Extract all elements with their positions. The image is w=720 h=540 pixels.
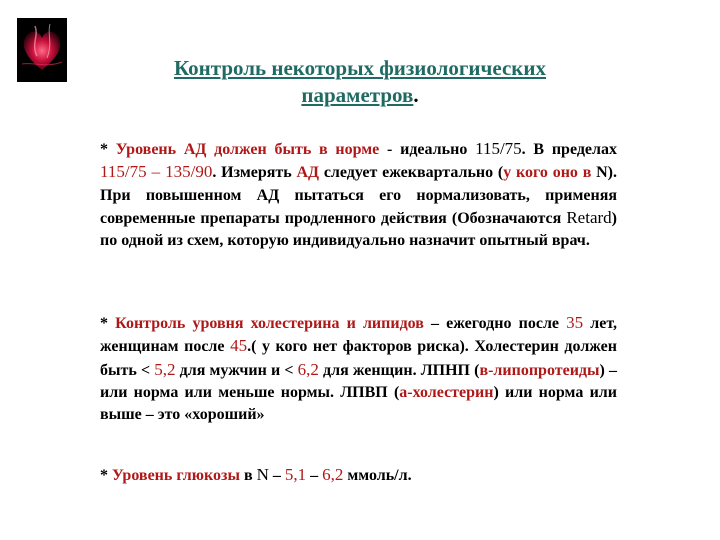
cholesterol-paragraph <box>100 312 617 426</box>
p3-segment: 5,1 <box>284 465 307 484</box>
p2-segment: а-холестерин <box>399 383 494 401</box>
p3-segment: Уровень глюкозы <box>112 467 240 484</box>
p3-segment: – <box>268 467 285 484</box>
p1-segment: ). При повышенном АД пытаться его нормализовать, применяя современные препараты продленного действия (Обозначаются <box>100 164 617 227</box>
p2-segment: для женщин. ЛПНП ( <box>318 361 480 379</box>
p3-segment: в <box>239 467 257 484</box>
p3-segment: – <box>306 467 323 484</box>
p2-segment: лет, женщинам после <box>100 315 618 356</box>
title-line-1: Контроль некоторых физиологических <box>174 56 546 80</box>
p3-segment: * <box>100 467 112 484</box>
p2-segment: 45 <box>230 336 248 356</box>
page-title <box>140 55 580 109</box>
p2-segment: ) – или норма или меньше нормы. ЛПВП ( <box>100 361 617 401</box>
heart-illustration-icon <box>17 18 67 82</box>
p1-segment: ) по одной из схем, которую индивидуально назначит опытный врач. <box>100 209 617 250</box>
blood-pressure-paragraph <box>100 138 617 252</box>
p3-segment: ммоль/л. <box>343 467 412 484</box>
p1-segment: у кого оно в <box>503 164 597 182</box>
p1-segment: 115/75 <box>475 139 522 158</box>
p2-segment: ) или норма или выше – это «хороший» <box>100 383 617 424</box>
p2-segment: Контроль уровня холестерина и липидов <box>115 315 424 332</box>
p1-segment: . Измерять <box>212 164 297 182</box>
p2-segment: 6,2 <box>297 359 319 379</box>
p1-segment: 115/75 – 135/90 <box>100 162 213 182</box>
p3-segment: N <box>256 465 269 484</box>
p1-segment: Уровень АД должен быть в норме <box>115 141 380 158</box>
p1-segment: . В пределах <box>521 141 618 158</box>
p2-segment: – ежегодно после <box>423 315 567 332</box>
p2-segment: .( у кого нет факторов риска). Холестерин должен быть < <box>100 338 618 379</box>
title-dot: . <box>413 83 419 107</box>
p2-segment: 5,2 <box>154 359 176 379</box>
p2-segment: для мужчин и < <box>175 361 298 379</box>
p1-segment: Retard <box>566 207 612 227</box>
glucose-paragraph <box>100 464 617 487</box>
p1-segment: - идеально <box>379 141 476 158</box>
title-line-2: параметров <box>301 83 414 107</box>
p1-segment: N <box>596 164 608 182</box>
p2-segment: * <box>100 315 116 332</box>
p3-segment: 6,2 <box>322 465 344 484</box>
p1-segment: следует ежеквартально ( <box>319 164 504 182</box>
p1-segment: * <box>100 141 116 158</box>
p1-segment: АД <box>296 164 320 182</box>
p2-segment: в-липопротеиды <box>479 361 600 379</box>
p2-segment: 35 <box>566 313 584 332</box>
